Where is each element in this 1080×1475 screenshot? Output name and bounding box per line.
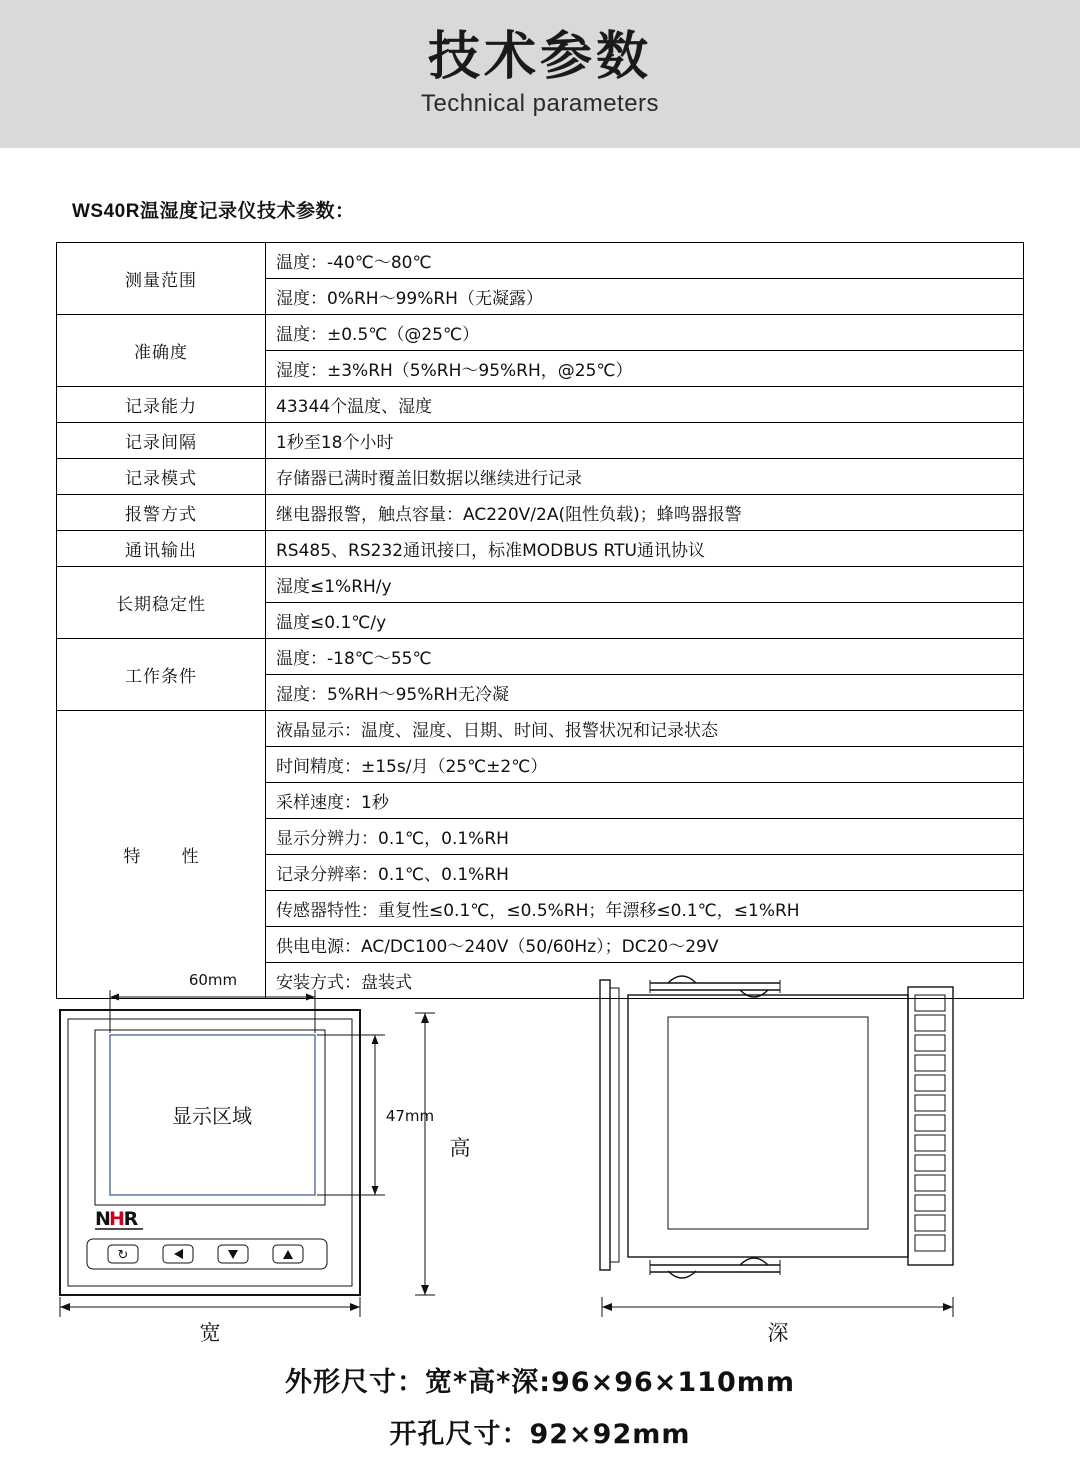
table-row [57, 243, 1024, 279]
spec-value: 继电器报警，触点容量：AC220V/2A(阻性负载)；蜂鸣器报警 [266, 495, 1024, 531]
terminal-row [915, 1195, 945, 1211]
spec-value: 湿度：5%RH～95%RH无冷凝 [266, 675, 1024, 711]
side-bezel-inner [610, 988, 619, 1262]
spec-key: 报警方式 [57, 495, 266, 531]
spec-value: 湿度≤1%RH/y [266, 567, 1024, 603]
down-arrow-icon [228, 1250, 238, 1259]
outline-size-text: 外形尺寸：宽*高*深:96×96×110mm [284, 1367, 796, 1398]
arrow-up-icon [421, 1013, 429, 1023]
spec-value: 记录分辨率：0.1℃、0.1%RH [266, 855, 1024, 891]
spec-value: RS485、RS232通讯接口，标准MODBUS RTU通讯协议 [266, 531, 1024, 567]
terminal-row [915, 1155, 945, 1171]
side-bezel-outer [600, 980, 610, 1270]
spec-value: 1秒至18个小时 [266, 423, 1024, 459]
table-row [57, 315, 1024, 351]
depth-label: 深 [767, 1321, 789, 1345]
up-arrow-icon [283, 1250, 293, 1259]
arrow-up-icon [372, 1035, 379, 1044]
spec-key: 特 性 [57, 711, 266, 999]
terminal-row [915, 1055, 945, 1071]
button-left[interactable] [163, 1245, 193, 1263]
arrow-right-icon [350, 1303, 360, 1311]
spec-value: 液晶显示：温度、湿度、日期、时间、报警状况和记录状态 [266, 711, 1024, 747]
spec-table-wrapper [56, 242, 1024, 999]
terminal-row [915, 995, 945, 1011]
table-row [57, 711, 1024, 747]
section-heading: WS40R温湿度记录仪技术参数： [72, 201, 355, 222]
width-dim-label: 60mm [188, 971, 238, 989]
height-dim-label: 47mm [385, 1107, 435, 1125]
left-arrow-icon [174, 1249, 183, 1259]
terminal-row [915, 1135, 945, 1151]
button-down[interactable] [218, 1245, 248, 1263]
terminal-rows [915, 995, 945, 1251]
spec-value: 采样速度：1秒 [266, 783, 1024, 819]
terminal-row [915, 1095, 945, 1111]
overall-height-label: 高 [449, 1136, 471, 1160]
spec-value: 安装方式：盘装式 [266, 963, 1024, 999]
table-row [57, 639, 1024, 675]
spec-key: 测量范围 [57, 243, 266, 315]
spec-key: 记录模式 [57, 459, 266, 495]
drawing-area [0, 955, 1080, 1355]
terminal-row [915, 1035, 945, 1051]
terminal-row [915, 1115, 945, 1131]
terminal-row [915, 1175, 945, 1191]
front-view-drawing [55, 955, 525, 1355]
arrow-left-icon [110, 994, 119, 1001]
spec-value: 温度：-18℃～55℃ [266, 639, 1024, 675]
mount-clamp-bottom [650, 1258, 780, 1278]
terminal-row [915, 1235, 945, 1251]
banner-title: 技术参数 [427, 26, 652, 87]
brand-logo-h: H [109, 1208, 125, 1230]
set-icon: ↻ [117, 1248, 129, 1263]
overall-width-label: 宽 [199, 1321, 221, 1345]
button-up[interactable] [273, 1245, 303, 1263]
table-row [57, 531, 1024, 567]
spec-value: 43344个温度、湿度 [266, 387, 1024, 423]
table-row [57, 387, 1024, 423]
arrow-left-icon [602, 1303, 612, 1311]
spec-value: 显示分辨力：0.1℃，0.1%RH [266, 819, 1024, 855]
spec-key: 工作条件 [57, 639, 266, 711]
terminal-row [915, 1075, 945, 1091]
spec-value: 湿度：0%RH～99%RH（无凝露） [266, 279, 1024, 315]
arrow-down-icon [372, 1186, 379, 1195]
spec-value: 传感器特性：重复性≤0.1℃，≤0.5%RH；年漂移≤0.1℃，≤1%RH [266, 891, 1024, 927]
spec-value: 时间精度：±15s/月（25℃±2℃） [266, 747, 1024, 783]
table-row [57, 423, 1024, 459]
spec-key: 长期稳定性 [57, 567, 266, 639]
spec-value: 温度：-40℃～80℃ [266, 243, 1024, 279]
spec-value: 供电电源：AC/DC100～240V（50/60Hz）；DC20～29V [266, 927, 1024, 963]
cutout-size-text: 开孔尺寸：92×92mm [389, 1419, 691, 1450]
terminal-row [915, 1015, 945, 1031]
side-body-inner [668, 1017, 868, 1229]
side-view-drawing [590, 955, 1010, 1355]
brand-logo-r: R [123, 1208, 139, 1230]
table-row [57, 567, 1024, 603]
arrow-left-icon [60, 1303, 70, 1311]
arrow-right-icon [306, 994, 315, 1001]
banner-subtitle: Technical parameters [420, 90, 660, 118]
spec-value: 温度≤0.1℃/y [266, 603, 1024, 639]
spec-value: 温度：±0.5℃（@25℃） [266, 315, 1024, 351]
arrow-down-icon [421, 1285, 429, 1295]
side-body [628, 995, 908, 1257]
display-area-label: 显示区域 [172, 1104, 252, 1128]
button-set[interactable] [108, 1245, 138, 1263]
page-banner [0, 0, 1080, 148]
spec-key: 记录间隔 [57, 423, 266, 459]
spec-key: 通讯输出 [57, 531, 266, 567]
mount-clamp-top [650, 976, 780, 997]
table-row [57, 495, 1024, 531]
spec-key: 准确度 [57, 315, 266, 387]
spec-key: 记录能力 [57, 387, 266, 423]
table-row [57, 459, 1024, 495]
spec-table [56, 242, 1024, 999]
arrow-right-icon [943, 1303, 953, 1311]
spec-value: 存储器已满时覆盖旧数据以继续进行记录 [266, 459, 1024, 495]
terminal-row [915, 1215, 945, 1231]
brand-logo-n: N [95, 1208, 111, 1230]
spec-value: 湿度：±3%RH（5%RH～95%RH，@25℃） [266, 351, 1024, 387]
